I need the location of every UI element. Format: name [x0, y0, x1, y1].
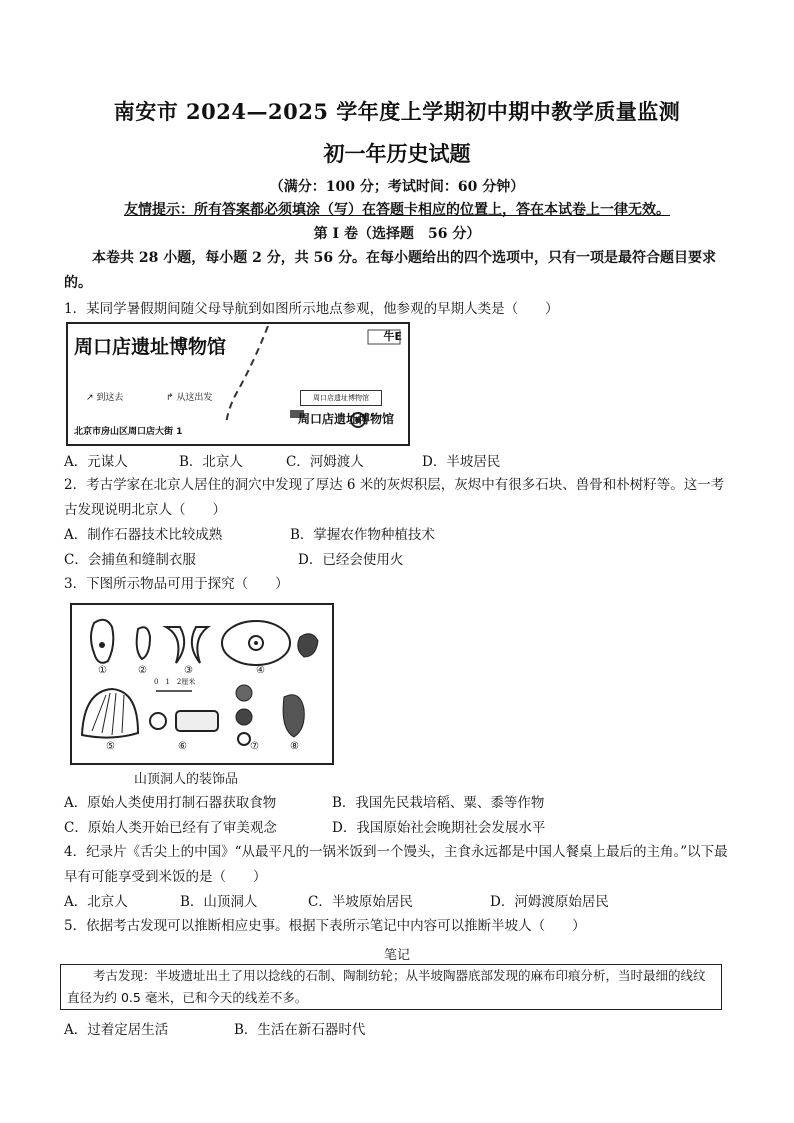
- ornament-number-1: ①: [98, 665, 107, 676]
- question-5-options: [64, 1018, 734, 1042]
- q1-option-a: A．元谋人: [64, 454, 128, 470]
- q3-option-b: B．我国先民栽培稻、粟、黍等作物: [332, 795, 545, 811]
- q3-option-c: C．原始人类开始已经有了审美观念: [64, 820, 277, 836]
- ornaments-figure: [70, 603, 334, 765]
- section-title: 第 Ⅰ 卷（选择题 56 分）: [313, 226, 481, 242]
- map-address: 北京市房山区周口店大街 1: [74, 427, 183, 437]
- ornaments-scale: 0 1 2厘米: [154, 678, 196, 686]
- note-box: 考古发现：半坡遗址出土了用以捻线的石制、陶制纺轮；从半坡陶器底部发现的麻布印痕分析，当时最细的线纹直径为约 0.5 毫米，已和今天的线差不多。: [60, 964, 722, 1010]
- q2-option-d: D．已经会使用火: [298, 552, 404, 568]
- question-2-options-row1: [64, 523, 734, 547]
- ornament-number-7: ⑦: [250, 741, 259, 752]
- exam-info: （满分：100 分；考试时间：60 分钟）: [269, 179, 525, 195]
- ornaments-caption: 山顶洞人的装饰品: [134, 772, 239, 787]
- note-title: 笔记: [383, 948, 410, 963]
- section-instruction: 本卷共 28 小题，每小题 2 分，共 56 分。在每小题给出的四个选项中，只有一项是最符合题目要求的。: [64, 250, 716, 291]
- ornament-number-5: ⑤: [106, 741, 115, 752]
- question-3-options-row1: [64, 791, 734, 815]
- map-screenshot-figure: [66, 322, 410, 446]
- question-4-stem: 4．纪录片《舌尖上的中国》“从最平凡的一锅米饭到一个馒头，主食永远都是中国人餐桌上最后的主角。”以下最早有可能享受到米饭的是（ ）: [64, 844, 728, 885]
- q2-option-b: B．掌握农作物种植技术: [290, 527, 435, 543]
- question-1-options: [64, 450, 734, 474]
- q3-option-a: A．原始人类使用打制石器获取食物: [64, 795, 277, 811]
- q2-option-c: C．会捕鱼和缝制衣服: [64, 552, 196, 568]
- question-5-stem: 5．依据考古发现可以推断相应史事。根据下表所示笔记中内容可以推断半坡人（ ）: [64, 918, 586, 934]
- q2-option-a: A．制作石器技术比较成熟: [64, 527, 223, 543]
- ornament-number-3: ③: [184, 665, 193, 676]
- exam-subtitle: 初一年历史试题: [323, 141, 471, 166]
- question-2-options-row2: [64, 548, 734, 572]
- ornaments-drawing: [72, 605, 332, 763]
- exam-tip-text: 友情提示：所有答案都必须填涂（写）在答题卡相应的位置上，答在本试卷上一律无效。: [124, 202, 670, 218]
- map-pin-label: 周口店遗址博物馆: [298, 412, 395, 426]
- ornament-number-8: ⑧: [290, 741, 299, 752]
- exam-tip: [0, 199, 794, 219]
- map-small-label: 周口店遗址博物馆: [300, 390, 382, 406]
- q4-option-a: A．北京人: [64, 894, 128, 910]
- question-4-options: [64, 890, 734, 914]
- ornament-number-2: ②: [138, 665, 147, 676]
- map-route-to: ↗ 到这去: [86, 393, 124, 403]
- q1-option-c: C．河姆渡人: [286, 454, 364, 470]
- map-museum-name: 周口店遗址博物馆: [74, 336, 227, 358]
- ornament-number-4: ④: [256, 665, 265, 676]
- q4-option-c: C．半坡原始居民: [308, 894, 413, 910]
- question-3-stem: 3．下图所示物品可用于探究（ ）: [64, 576, 289, 592]
- q5-option-a: A．过着定居生活: [64, 1022, 169, 1038]
- q5-option-b: B．生活在新石器时代: [234, 1022, 366, 1038]
- question-2-stem: 2．考古学家在北京人居住的洞穴中发现了厚达 6 米的灰烬积层，灰烬中有很多石块、兽骨和朴树籽等。这一考古发现说明北京人（ ）: [64, 477, 725, 518]
- question-3-options-row2: [64, 816, 734, 840]
- ornament-number-6: ⑥: [178, 741, 187, 752]
- q4-option-b: B．山顶洞人: [180, 894, 258, 910]
- q1-option-b: B．北京人: [179, 454, 243, 470]
- map-route-from: ↱ 从这出发: [166, 393, 213, 403]
- map-corner-text: 牛E: [383, 330, 402, 343]
- q4-option-d: D．河姆渡原始居民: [490, 894, 609, 910]
- question-1-stem: 1．某同学暑假期间随父母导航到如图所示地点参观，他参观的早期人类是（ ）: [64, 301, 559, 317]
- q3-option-d: D．我国原始社会晚期社会发展水平: [332, 820, 546, 836]
- exam-title: 南安市 2024—2025 学年度上学期初中期中教学质量监测: [113, 99, 681, 124]
- q1-option-d: D．半坡居民: [422, 454, 501, 470]
